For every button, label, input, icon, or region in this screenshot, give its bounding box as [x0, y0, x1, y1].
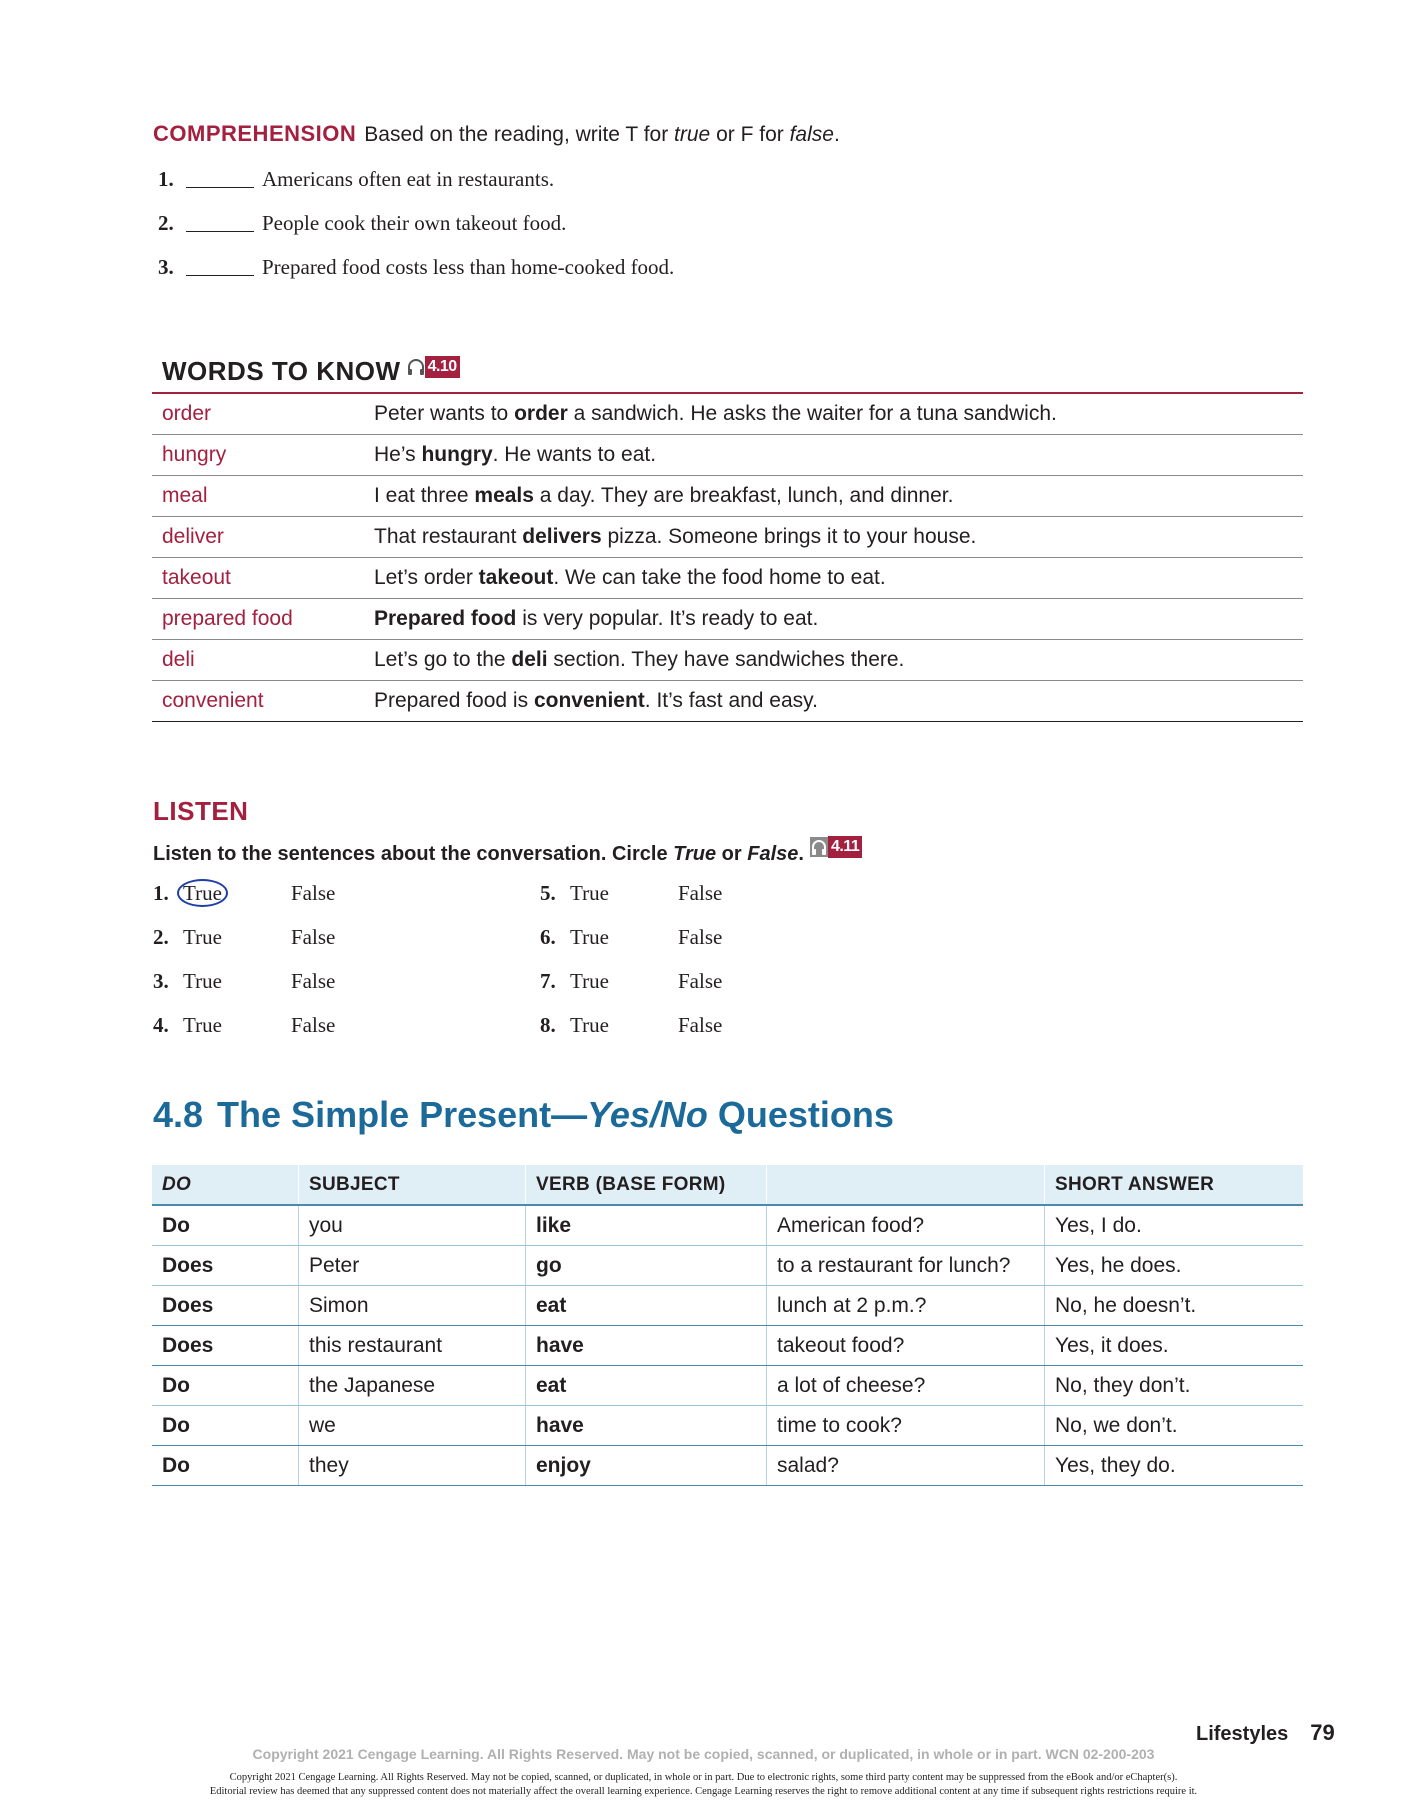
false-option[interactable]: False	[678, 1013, 723, 1037]
false-option[interactable]: False	[678, 925, 723, 949]
item-number: 4.	[153, 1013, 169, 1037]
comprehension-item	[158, 167, 554, 192]
item-number: 8.	[540, 1013, 556, 1037]
track-number: 4.10	[425, 356, 460, 378]
false-option[interactable]: False	[291, 969, 336, 993]
answer-blank[interactable]	[186, 231, 254, 232]
column-header-short-answer: SHORT ANSWER	[1045, 1165, 1304, 1205]
answer-blank[interactable]	[186, 275, 254, 276]
example-sentence: Peter wants to order a sandwich. He asks the waiter for a tuna sandwich.	[364, 393, 1303, 435]
table-row	[152, 681, 1303, 722]
table-row: Do we have time to cook? No, we don’t.	[152, 1406, 1303, 1446]
comprehension-item	[158, 211, 566, 236]
true-option[interactable]: True	[570, 969, 609, 993]
item-text: Prepared food costs less than home-cooked food.	[262, 255, 675, 279]
item-text: Americans often eat in restaurants.	[262, 167, 555, 191]
example-sentence: Prepared food is convenient. It’s fast and easy.	[364, 681, 1303, 722]
answer-blank[interactable]	[186, 187, 254, 188]
vocab-word: convenient	[152, 681, 364, 722]
headphones-icon	[810, 837, 828, 857]
table-header-row	[152, 1165, 1303, 1205]
item-number: 2.	[158, 211, 174, 235]
page-footer	[1196, 1720, 1335, 1746]
table-row	[152, 393, 1303, 435]
comprehension-item	[158, 255, 674, 280]
table-row: Does Simon eat lunch at 2 p.m.? No, he doesn’t.	[152, 1286, 1303, 1326]
column-header-do: DO	[152, 1165, 299, 1205]
example-sentence: He’s hungry. He wants to eat.	[364, 435, 1303, 476]
item-number: 7.	[540, 969, 556, 993]
table-row	[152, 599, 1303, 640]
column-header-subject: SUBJECT	[299, 1165, 526, 1205]
item-number: 3.	[153, 969, 169, 993]
true-option[interactable]: True	[570, 881, 609, 905]
vocab-word: order	[152, 393, 364, 435]
track-number: 4.11	[828, 836, 862, 858]
false-option[interactable]: False	[291, 925, 336, 949]
table-row: Do you like American food? Yes, I do.	[152, 1205, 1303, 1246]
section-number: 4.8	[153, 1094, 204, 1135]
instruction-mid: or F for	[710, 123, 790, 146]
comprehension-heading	[153, 121, 840, 147]
instruction-end: .	[833, 123, 840, 146]
item-text: People cook their own takeout food.	[262, 211, 567, 235]
column-header-rest	[767, 1165, 1045, 1205]
column-header-verb: VERB (BASE FORM)	[526, 1165, 767, 1205]
table-row	[152, 517, 1303, 558]
grammar-table	[152, 1165, 1303, 1486]
comprehension-label: COMPREHENSION	[153, 121, 357, 146]
listen-instruction: Listen to the sentences about the conversation. Circle True or False. 4.11	[153, 836, 862, 866]
page-number: 79	[1310, 1720, 1335, 1745]
vocab-word: deli	[152, 640, 364, 681]
item-number: 2.	[153, 925, 169, 949]
true-option-circled[interactable]: True	[177, 879, 228, 907]
table-row: Does this restaurant have takeout food? Yes, it does.	[152, 1326, 1303, 1366]
item-number: 1.	[158, 167, 174, 191]
true-option[interactable]: True	[570, 925, 609, 949]
example-sentence: Let’s order takeout. We can take the food home to eat.	[364, 558, 1303, 599]
true-option[interactable]: True	[183, 1013, 222, 1037]
table-row	[152, 640, 1303, 681]
table-row	[152, 558, 1303, 599]
vocab-word: takeout	[152, 558, 364, 599]
item-number: 6.	[540, 925, 556, 949]
vocab-word: prepared food	[152, 599, 364, 640]
listen-heading: LISTEN	[153, 796, 249, 826]
headphones-icon	[407, 357, 425, 377]
grammar-section-title: 4.8 The Simple Present—Yes/No Questions	[153, 1094, 894, 1135]
vocab-word: deliver	[152, 517, 364, 558]
audio-track-badge[interactable]	[407, 356, 460, 378]
unit-name: Lifestyles	[1196, 1723, 1289, 1745]
true-option[interactable]: True	[570, 1013, 609, 1037]
true-option[interactable]: True	[183, 969, 222, 993]
false-option[interactable]: False	[678, 881, 723, 905]
example-sentence: That restaurant delivers pizza. Someone brings it to your house.	[364, 517, 1303, 558]
instruction-true-word: true	[674, 123, 711, 146]
copyright-watermark: Copyright 2021 Cengage Learning. All Rights Reserved. May not be copied, scanned, or duplicated, in whole or in part. WCN 02-200-203	[252, 1746, 1155, 1762]
audio-track-badge[interactable]	[810, 836, 862, 858]
vocab-word: hungry	[152, 435, 364, 476]
table-row	[152, 476, 1303, 517]
table-row: Do the Japanese eat a lot of cheese? No, they don’t.	[152, 1366, 1303, 1406]
false-option[interactable]: False	[291, 1013, 336, 1037]
table-row	[152, 435, 1303, 476]
example-sentence: I eat three meals a day. They are breakfast, lunch, and dinner.	[364, 476, 1303, 517]
false-option[interactable]: False	[291, 881, 336, 905]
false-option[interactable]: False	[678, 969, 723, 993]
item-number: 5.	[540, 881, 556, 905]
comprehension-instruction: Based on the reading, write T for	[364, 123, 675, 146]
instruction-false-word: false	[789, 123, 834, 146]
table-row: Does Peter go to a restaurant for lunch? Yes, he does.	[152, 1246, 1303, 1286]
example-sentence: Prepared food is very popular. It’s ready to eat.	[364, 599, 1303, 640]
item-number: 1.	[153, 881, 169, 905]
vocab-word: meal	[152, 476, 364, 517]
words-to-know-table	[152, 392, 1303, 722]
item-number: 3.	[158, 255, 174, 279]
copyright-notice: Copyright 2021 Cengage Learning. All Rights Reserved. May not be copied, scanned, or duplicated, in whole or in part. Due to electronic rights, some third party content may be suppressed from the eBook and/or eChapter(s). Editorial review has deemed that any suppressed content does not materially affect the overall learning experience. Cengage Learning reserves the right to remove additional content at any time if subsequent rights restrictions require it.	[209, 1772, 1198, 1797]
example-sentence: Let’s go to the deli section. They have sandwiches there.	[364, 640, 1303, 681]
true-option[interactable]: True	[183, 925, 222, 949]
table-row: Do they enjoy salad? Yes, they do.	[152, 1446, 1303, 1486]
words-to-know-title: WORDS TO KNOW	[162, 356, 401, 386]
words-to-know-heading	[162, 356, 460, 387]
